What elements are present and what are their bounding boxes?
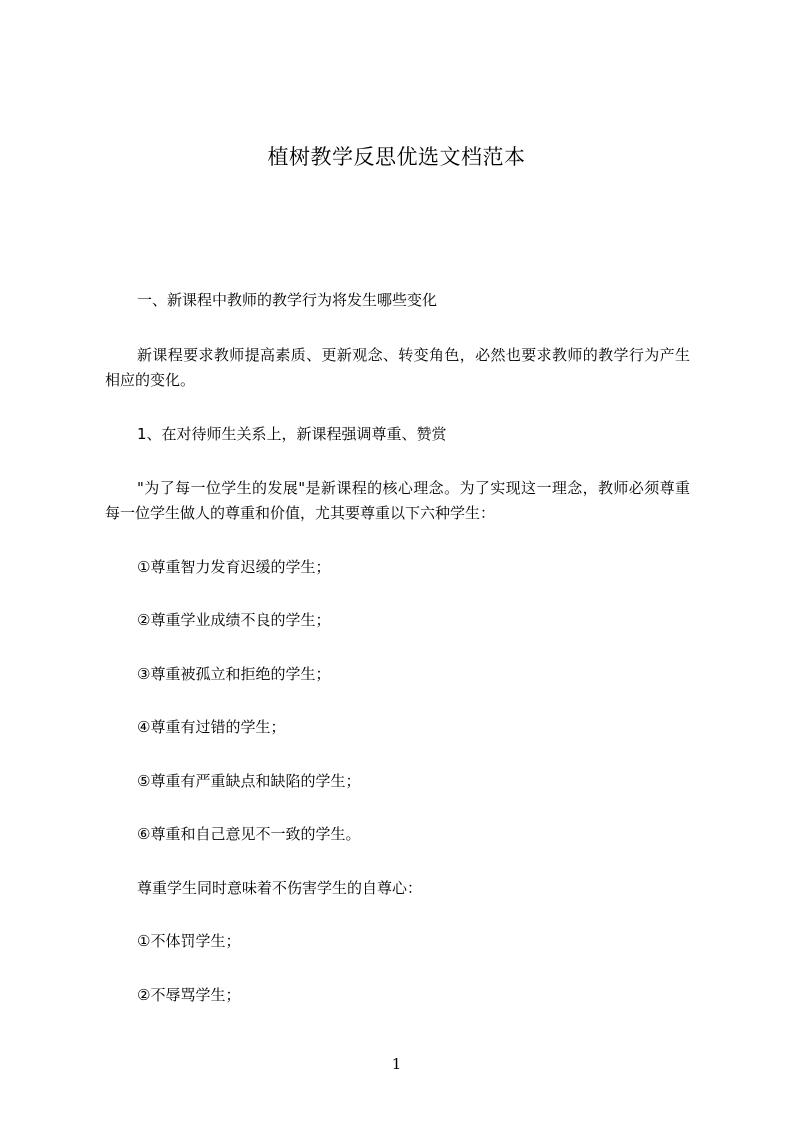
document-title: 植树教学反思优选文档范本: [267, 145, 526, 169]
list-item-respect-4: ④尊重有过错的学生；: [137, 718, 286, 736]
list-item-no-harm-1: ①不体罚学生；: [137, 932, 241, 950]
page-number: 1: [391, 1055, 402, 1073]
list-item-respect-3: ③尊重被孤立和拒绝的学生；: [137, 665, 331, 683]
paragraph-intro: 新课程要求教师提高素质、更新观念、转变角色，必然也要求教师的教学行为产生相应的变化。: [105, 346, 690, 389]
list-item-respect-2: ②尊重学业成绩不良的学生；: [137, 611, 331, 629]
paragraph-core-concept: "为了每一位学生的发展"是新课程的核心理念。为了实现这一理念，教师必须尊重每一位学生做人的尊重和价值，尤其要尊重以下六种学生：: [105, 479, 690, 522]
list-item-respect-6: ⑥尊重和自己意见不一致的学生。: [137, 825, 361, 843]
heading-section-1: 一、新课程中教师的教学行为将发生哪些变化: [137, 291, 438, 309]
list-item-respect-5: ⑤尊重有严重缺点和缺陷的学生；: [137, 772, 361, 790]
list-item-no-harm-2: ②不辱骂学生；: [137, 986, 241, 1004]
paragraph-self-esteem: 尊重学生同时意味着不伤害学生的自尊心：: [137, 879, 423, 897]
heading-subsection-1: 1、在对待师生关系上，新课程强调尊重、赞赏: [137, 425, 447, 443]
list-item-respect-1: ①尊重智力发育迟缓的学生；: [137, 558, 331, 576]
